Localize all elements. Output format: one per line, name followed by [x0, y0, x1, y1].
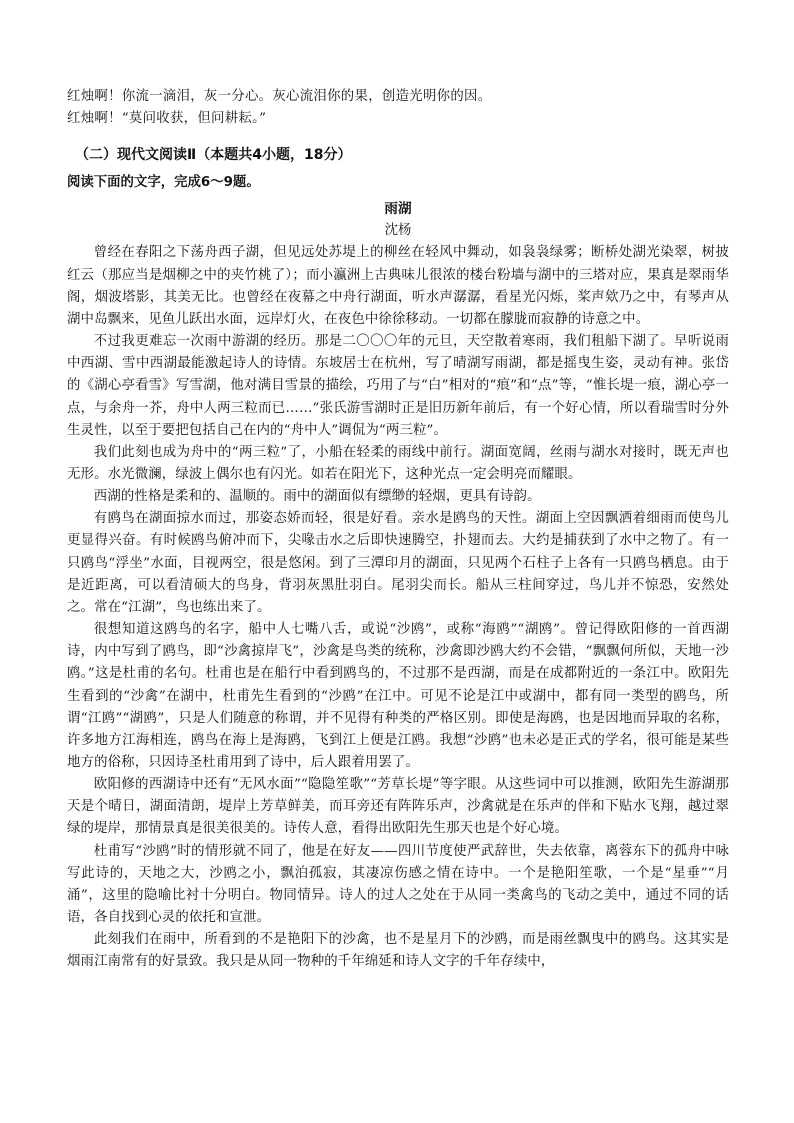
poem-line-2: 红烛啊！“莫问收获，但问耕耘。” — [67, 111, 267, 127]
section-title: （二）现代文阅读Ⅱ（本题共4小题，18分） — [75, 147, 352, 164]
article-paragraph: 很想知道这鸥鸟的名字，船中人七嘴八舌，或说“沙鸥”，或称“海鸥”“湖鸥”。曾记得欧阳修的一首西湖诗，内中写到了鸥鸟，即“沙禽掠岸飞”，沙禽是鸟类的统称，沙禽即沙鸥大约不会错，“飘飘何所似，天地一沙鸥。”这是杜甫的名句。杜甫也是在船行中看到鸥鸟的，不过那不是西湖，而是在成都附近的一条江中。欧阳先生看到的“沙禽”在湖中，杜甫先生看到的“沙鸥”在江中。可见不论是江中或湖中，都有同一类型的鸥鸟，所谓“江鸥”“湖鸥”，只是人们随意的称谓，并不见得有种类的严格区别。即使是海鸥，也是因地而异取的名称，许多地方江海相连，鸥鸟在海上是海鸥，飞到江上便是江鸥。我想“沙鸥”也未必是正式的学名，很可能是某些地方的俗称，只因诗圣杜甫用到了诗中，后人跟着用罢了。 — [67, 622, 729, 770]
poem-line-1: 红烛啊！你流一滴泪，灰一分心。灰心流泪你的果，创造光明你的因。 — [67, 89, 492, 104]
article-paragraph: 有鸥鸟在湖面掠水而过，那姿态娇而轻，很是好看。亲水是鸥鸟的天性。湖面上空因飘洒着细雨而使鸟儿更显得兴奋。有时候鸥鸟俯冲而下，尖喙击水之后即快速腾空，扑翅而去。大约是捕获到了水中之物了。有一只鸥鸟“浮坐”水面，目视两空，很是悠闲。到了三潭印月的湖面，只见两个石柱子上各有一只鸥鸟栖息。由于是近距离，可以看清硕大的鸟身，背羽灰黑肚羽白。尾羽尖而长。船从三柱间穿过，鸟儿并不惊恐，安然处之。常在“江湖”，鸟也练出来了。 — [67, 511, 729, 615]
article-title: 雨湖 — [384, 201, 412, 218]
article-paragraph: 欧阳修的西湖诗中还有“无风水面”“隐隐笙歌”“芳草长堤”等字眼。从这些词中可以推测，欧阳先生游湖那天是个晴日，湖面清朗，堤岸上芳草鲜美，而耳旁还有阵阵乐声，沙禽就是在乐声的伴和下贴水飞翔，越过翠绿的堤岸，那情景真是很美很美的。诗传人意，看得出欧阳先生那天也是个好心境。 — [67, 777, 729, 837]
page-content — [67, 86, 729, 974]
article-paragraph: 此刻我们在雨中，所看到的不是艳阳下的沙禽，也不是星月下的沙鸥，而是雨丝飘曳中的鸥鸟。这其实是烟雨江南常有的好景致。我只是从同一物种的千年绵延和诗人文字的千年存续中， — [67, 932, 729, 970]
article-paragraph: 曾经在春阳之下荡舟西子湖，但见远处苏堤上的柳丝在轻风中舞动，如袅袅绿雾；断桥处湖光染翠，树披红云（那应当是烟柳之中的夹竹桃了）；而小瀛洲上古典味儿很浓的楼台粉墙与湖中的三塔对应，果真是翠雨华阁，烟波塔影，其美无比。也曾经在夜幕之中舟行湖面，听水声潺潺，看星光闪烁，桨声欸乃之中，有琴声从湖中岛飘来，见鱼儿跃出水面，远岸灯火，在夜色中徐徐移动。一切都在朦胧而寂静的诗意之中。 — [67, 245, 729, 327]
article-paragraph: 杜甫写“沙鸥”时的情形就不同了，他是在好友——四川节度使严武辞世，失去依靠，离蓉东下的孤舟中咏写此诗的，天地之大，沙鸥之小，飘泊孤寂，其凄凉伤感之情在诗中。一个是艳阳笙歌，一个是“星垂”“月涌”，这里的隐喻比衬十分明白。物同情异。诗人的过人之处在于从同一类禽鸟的飞动之美中，通过不同的话语，各自找到心灵的依托和宣泄。 — [67, 843, 729, 926]
article-body — [67, 242, 729, 973]
article-author: 沈杨 — [384, 223, 412, 239]
article-paragraph: 不过我更难忘一次雨中游湖的经历。那是二〇〇〇年的元旦，天空散着寒雨，我们租船下湖了。早听说雨中西湖、雪中西湖最能激起诗人的诗情。东坡居士在杭州，写了晴湖写雨湖，都是摇曳生姿，灵动有神。张岱的《湖心亭看雪》写雪湖，他对满目雪景的描绘，巧用了与“白”相对的“痕”和“点”等，“惟长堤一痕，湖心亭一点，与余舟一芥，舟中人两三粒而已……”张氏游雪湖时正是旧历新年前后，有一个好心情，所以看瑞雪时分外生灵性，以至于要把包括自己在内的“舟中人”调侃为“两三粒”。 — [67, 334, 729, 438]
article-paragraph: 西湖的性格是柔和的、温顺的。雨中的湖面似有缥缈的轻烟，更具有诗韵。 — [93, 489, 541, 505]
article-paragraph: 我们此刻也成为舟中的“两三粒”了，小船在轻柔的雨线中前行。湖面宽阔，丝雨与湖水对接时，既无声也无形。水光微澜，绿波上偶尔也有闪光。如若在阳光下，这种光点一定会明亮而耀眼。 — [67, 444, 729, 482]
reading-instruction: 阅读下面的文字，完成6～9题。 — [67, 175, 260, 191]
